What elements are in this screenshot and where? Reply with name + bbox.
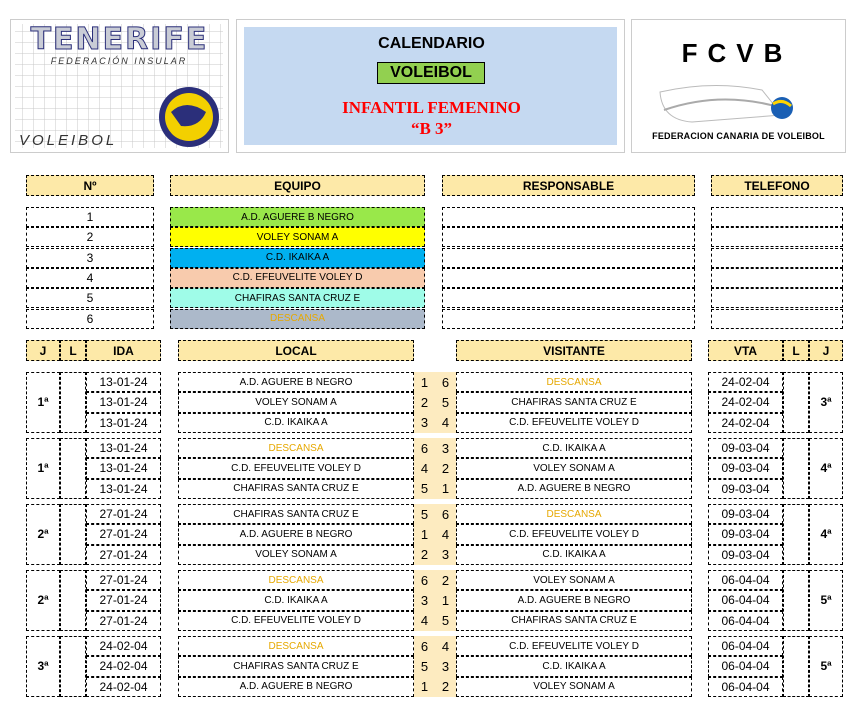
team-name: A.D. AGUERE B NEGRO (170, 207, 425, 227)
title-panel (236, 19, 625, 153)
match-local-number: 5 (414, 656, 435, 676)
round-right: 4ª (809, 438, 843, 499)
match-visitor-number: 6 (435, 372, 456, 392)
team-phone (711, 207, 843, 227)
match-date-vta: 06-04-04 (708, 570, 783, 590)
venue-left (60, 438, 86, 499)
match-local-number: 1 (414, 372, 435, 392)
team-phone (711, 309, 843, 329)
header-l-right: L (783, 340, 809, 361)
match-visitor-number: 2 (435, 570, 456, 590)
venue-right (783, 636, 809, 697)
match-visitor-number: 2 (435, 458, 456, 478)
logo-left (10, 19, 229, 153)
match-local-team: A.D. AGUERE B NEGRO (178, 677, 414, 697)
match-date-vta: 06-04-04 (708, 656, 783, 676)
venue-left (60, 504, 86, 565)
match-visitor-team: C.D. EFEUVELITE VOLEY D (456, 413, 692, 433)
match-local-team: DESCANSA (178, 438, 414, 458)
match-date-vta: 09-03-04 (708, 524, 783, 544)
match-date-vta: 06-04-04 (708, 636, 783, 656)
match-visitor-team: DESCANSA (456, 372, 692, 392)
match-local-team: DESCANSA (178, 570, 414, 590)
match-date-vta: 24-02-04 (708, 392, 783, 412)
match-visitor-team: C.D. IKAIKA A (456, 545, 692, 565)
match-visitor-team: CHAFIRAS SANTA CRUZ E (456, 392, 692, 412)
venue-left (60, 636, 86, 697)
match-local-team: C.D. IKAIKA A (178, 413, 414, 433)
match-local-number: 1 (414, 524, 435, 544)
team-number: 2 (26, 227, 154, 247)
match-visitor-team: A.D. AGUERE B NEGRO (456, 479, 692, 499)
team-responsible (442, 309, 695, 329)
match-date-vta: 24-02-04 (708, 372, 783, 392)
header-visitante: VISITANTE (456, 340, 692, 361)
header-j: J (26, 340, 60, 361)
match-visitor-team: C.D. IKAIKA A (456, 438, 692, 458)
match-local-team: C.D. IKAIKA A (178, 590, 414, 610)
match-visitor-number: 3 (435, 438, 456, 458)
match-visitor-team: VOLEY SONAM A (456, 570, 692, 590)
match-local-team: CHAFIRAS SANTA CRUZ E (178, 479, 414, 499)
match-local-team: DESCANSA (178, 636, 414, 656)
match-visitor-team: C.D. IKAIKA A (456, 656, 692, 676)
match-date-vta: 09-03-04 (708, 438, 783, 458)
match-date-vta: 06-04-04 (708, 611, 783, 631)
header-responsible: RESPONSABLE (442, 175, 695, 196)
sport-label: VOLEIBOL (390, 64, 472, 81)
match-visitor-team: VOLEY SONAM A (456, 677, 692, 697)
match-local-team: A.D. AGUERE B NEGRO (178, 524, 414, 544)
round-right: 4ª (809, 504, 843, 565)
match-visitor-team: A.D. AGUERE B NEGRO (456, 590, 692, 610)
team-responsible (442, 207, 695, 227)
match-local-number: 4 (414, 458, 435, 478)
match-date-vta: 06-04-04 (708, 677, 783, 697)
match-local-number: 2 (414, 545, 435, 565)
match-date-ida: 13-01-24 (86, 392, 161, 412)
match-date-ida: 24-02-04 (86, 656, 161, 676)
logo-right (631, 19, 846, 153)
round-left: 2ª (26, 570, 60, 631)
team-name: C.D. IKAIKA A (170, 248, 425, 268)
team-phone (711, 268, 843, 288)
match-date-ida: 13-01-24 (86, 438, 161, 458)
match-date-vta: 06-04-04 (708, 590, 783, 610)
venue-left (60, 570, 86, 631)
team-responsible (442, 248, 695, 268)
match-visitor-number: 3 (435, 545, 456, 565)
match-visitor-team: CHAFIRAS SANTA CRUZ E (456, 611, 692, 631)
team-number: 3 (26, 248, 154, 268)
group-title: “B 3” (410, 119, 453, 138)
match-local-number: 6 (414, 636, 435, 656)
match-date-ida: 27-01-24 (86, 590, 161, 610)
match-visitor-number: 3 (435, 656, 456, 676)
logo-left-bottom: VOLEIBOL (19, 132, 118, 149)
round-right: 5ª (809, 636, 843, 697)
match-date-ida: 27-01-24 (86, 611, 161, 631)
match-visitor-number: 5 (435, 392, 456, 412)
team-responsible (442, 227, 695, 247)
match-date-vta: 24-02-04 (708, 413, 783, 433)
match-local-team: C.D. EFEUVELITE VOLEY D (178, 458, 414, 478)
round-left: 1ª (26, 372, 60, 433)
round-left: 3ª (26, 636, 60, 697)
match-date-ida: 27-01-24 (86, 504, 161, 524)
header-team: EQUIPO (170, 175, 425, 196)
team-phone (711, 248, 843, 268)
team-phone (711, 227, 843, 247)
team-name: DESCANSA (170, 309, 425, 329)
match-visitor-team: VOLEY SONAM A (456, 458, 692, 478)
match-local-team: VOLEY SONAM A (178, 392, 414, 412)
match-date-ida: 24-02-04 (86, 636, 161, 656)
match-visitor-number: 1 (435, 590, 456, 610)
match-date-ida: 27-01-24 (86, 545, 161, 565)
fcvb-caption: FEDERACION CANARIA DE VOLEIBOL (652, 131, 825, 141)
match-local-team: VOLEY SONAM A (178, 545, 414, 565)
team-name: CHAFIRAS SANTA CRUZ E (170, 288, 425, 308)
match-visitor-number: 4 (435, 636, 456, 656)
match-date-vta: 09-03-04 (708, 458, 783, 478)
match-visitor-number: 4 (435, 524, 456, 544)
fcvb-letters: FCVB (681, 38, 793, 68)
team-phone (711, 288, 843, 308)
header-local: LOCAL (178, 340, 414, 361)
category-title: INFANTIL FEMENINO (342, 98, 521, 117)
match-local-number: 2 (414, 392, 435, 412)
match-date-ida: 27-01-24 (86, 570, 161, 590)
venue-right (783, 372, 809, 433)
match-visitor-number: 2 (435, 677, 456, 697)
header-num: Nº (26, 175, 154, 196)
round-right: 5ª (809, 570, 843, 631)
match-local-number: 4 (414, 611, 435, 631)
match-local-number: 5 (414, 504, 435, 524)
match-local-number: 6 (414, 570, 435, 590)
sport-badge (377, 62, 485, 84)
team-responsible (442, 288, 695, 308)
match-local-number: 1 (414, 677, 435, 697)
round-left: 1ª (26, 438, 60, 499)
logo-left-title: TENERIFE (30, 22, 209, 57)
match-date-ida: 13-01-24 (86, 479, 161, 499)
match-local-number: 6 (414, 438, 435, 458)
match-visitor-number: 4 (435, 413, 456, 433)
match-date-vta: 09-03-04 (708, 545, 783, 565)
match-local-team: A.D. AGUERE B NEGRO (178, 372, 414, 392)
header-ida: IDA (86, 340, 161, 361)
page-title: CALENDARIO (378, 35, 485, 52)
header-l: L (60, 340, 86, 361)
venue-right (783, 438, 809, 499)
team-number: 5 (26, 288, 154, 308)
team-responsible (442, 268, 695, 288)
match-date-vta: 09-03-04 (708, 504, 783, 524)
match-local-number: 3 (414, 413, 435, 433)
match-date-ida: 13-01-24 (86, 372, 161, 392)
match-date-vta: 09-03-04 (708, 479, 783, 499)
match-date-ida: 13-01-24 (86, 458, 161, 478)
header-j-right: J (809, 340, 843, 361)
team-number: 6 (26, 309, 154, 329)
match-visitor-number: 1 (435, 479, 456, 499)
match-visitor-team: C.D. EFEUVELITE VOLEY D (456, 636, 692, 656)
team-number: 1 (26, 207, 154, 227)
match-local-team: CHAFIRAS SANTA CRUZ E (178, 656, 414, 676)
match-visitor-team: DESCANSA (456, 504, 692, 524)
match-date-ida: 13-01-24 (86, 413, 161, 433)
team-name: C.D. EFEUVELITE VOLEY D (170, 268, 425, 288)
match-visitor-team: C.D. EFEUVELITE VOLEY D (456, 524, 692, 544)
venue-right (783, 504, 809, 565)
match-date-ida: 24-02-04 (86, 677, 161, 697)
match-local-team: C.D. EFEUVELITE VOLEY D (178, 611, 414, 631)
match-local-team: CHAFIRAS SANTA CRUZ E (178, 504, 414, 524)
match-local-number: 3 (414, 590, 435, 610)
header-phone: TELEFONO (711, 175, 843, 196)
logo-left-subtitle: FEDERACIÓN INSULAR (50, 56, 188, 66)
match-visitor-number: 5 (435, 611, 456, 631)
header-vta: VTA (708, 340, 783, 361)
round-left: 2ª (26, 504, 60, 565)
team-name: VOLEY SONAM A (170, 227, 425, 247)
round-right: 3ª (809, 372, 843, 433)
team-number: 4 (26, 268, 154, 288)
venue-right (783, 570, 809, 631)
match-visitor-number: 6 (435, 504, 456, 524)
match-local-number: 5 (414, 479, 435, 499)
match-date-ida: 27-01-24 (86, 524, 161, 544)
venue-left (60, 372, 86, 433)
